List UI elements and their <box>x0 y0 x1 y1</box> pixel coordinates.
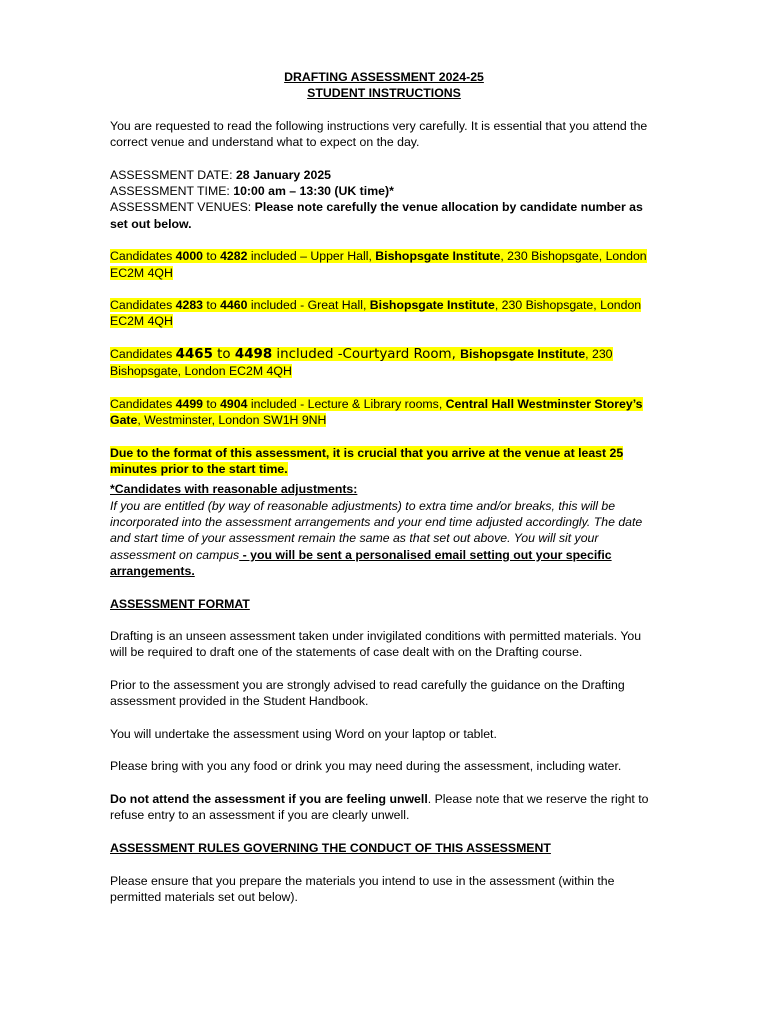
time-value: 10:00 am – 13:30 (UK time)* <box>233 184 394 199</box>
document-subtitle: STUDENT INSTRUCTIONS <box>307 86 461 101</box>
format-paragraph-2: Prior to the assessment you are strongly advised to read carefully the guidance on the Drafting assessment provided in the Student Handbook. <box>110 677 625 709</box>
rules-paragraph-1: Please ensure that you prepare the materials you intend to use in the assessment (within the permitted materials set out below). <box>110 873 615 904</box>
date-label: ASSESSMENT DATE: <box>110 167 236 182</box>
venues-note: Please note carefully the venue allocation by candidate number as set out below. <box>110 200 643 231</box>
venues-label: ASSESSMENT VENUES: <box>110 200 255 215</box>
adjustments-heading: *Candidates with reasonable adjustments: <box>110 482 358 497</box>
rules-heading: ASSESSMENT RULES GOVERNING THE CONDUCT OF THIS ASSESSMENT <box>110 840 551 855</box>
document-title: DRAFTING ASSESSMENT 2024-25 <box>284 70 484 84</box>
venue-allocation-1: Candidates 4000 to 4282 included – Upper Hall, Bishopsgate Institute, 230 Bishopsgate, London EC2M 4QH <box>110 249 647 280</box>
adjustments-email-note: - you will be sent a personalised email setting out your specific arrangements. <box>110 547 612 578</box>
format-paragraph-1: Drafting is an unseen assessment taken under invigilated conditions with permitted materials. You will be required to draft one of the statements of case dealt with on the Drafting course. <box>110 629 642 660</box>
assessment-time <box>110 183 658 199</box>
format-paragraph-4: Please bring with you any food or drink you may need during the assessment, including water. <box>110 759 622 774</box>
format-paragraph-3: You will undertake the assessment using Word on your laptop or tablet. <box>110 726 497 741</box>
venue-allocation-3: Candidates 4465 to 4498 included -Courtyard Room, Bishopsgate Institute, 230 Bishopsgate, London EC2M 4QH <box>110 347 613 379</box>
document-body <box>110 69 658 905</box>
adjustments-paragraph: If you are entitled (by way of reasonable adjustments) to extra time and/or breaks, this will be incorporated into the assessment arrangements and your end time adjusted accordingly. The date and start time of your assessment remain the same as that set out above. You will sit your assessment on campus - you will be sent a personalised email setting out your specific arrangements. <box>110 498 643 578</box>
assessment-date <box>110 167 658 183</box>
assessment-venues <box>110 199 658 232</box>
date-value: 28 January 2025 <box>235 167 331 182</box>
time-label: ASSESSMENT TIME: <box>110 184 234 199</box>
venue-allocation-2: Candidates 4283 to 4460 included - Great Hall, Bishopsgate Institute, 230 Bishopsgate, London EC2M 4QH <box>110 298 642 329</box>
intro-paragraph: You are requested to read the following instructions very carefully. It is essential that you attend the correct venue and understand what to expect on the day. <box>110 118 648 150</box>
unwell-paragraph: Do not attend the assessment if you are feeling unwell. Please note that we reserve the right to refuse entry to an assessment if you are clearly unwell. <box>110 792 649 823</box>
venue-allocation-4: Candidates 4499 to 4904 included - Lecture & Library rooms, Central Hall Westminster Storey’s Gate, Westminster, London SW1H 9NH <box>110 396 643 428</box>
format-heading: ASSESSMENT FORMAT <box>110 596 250 611</box>
arrival-warning: Due to the format of this assessment, it is crucial that you arrive at the venue at least 25 minutes prior to the start time. <box>110 445 624 477</box>
